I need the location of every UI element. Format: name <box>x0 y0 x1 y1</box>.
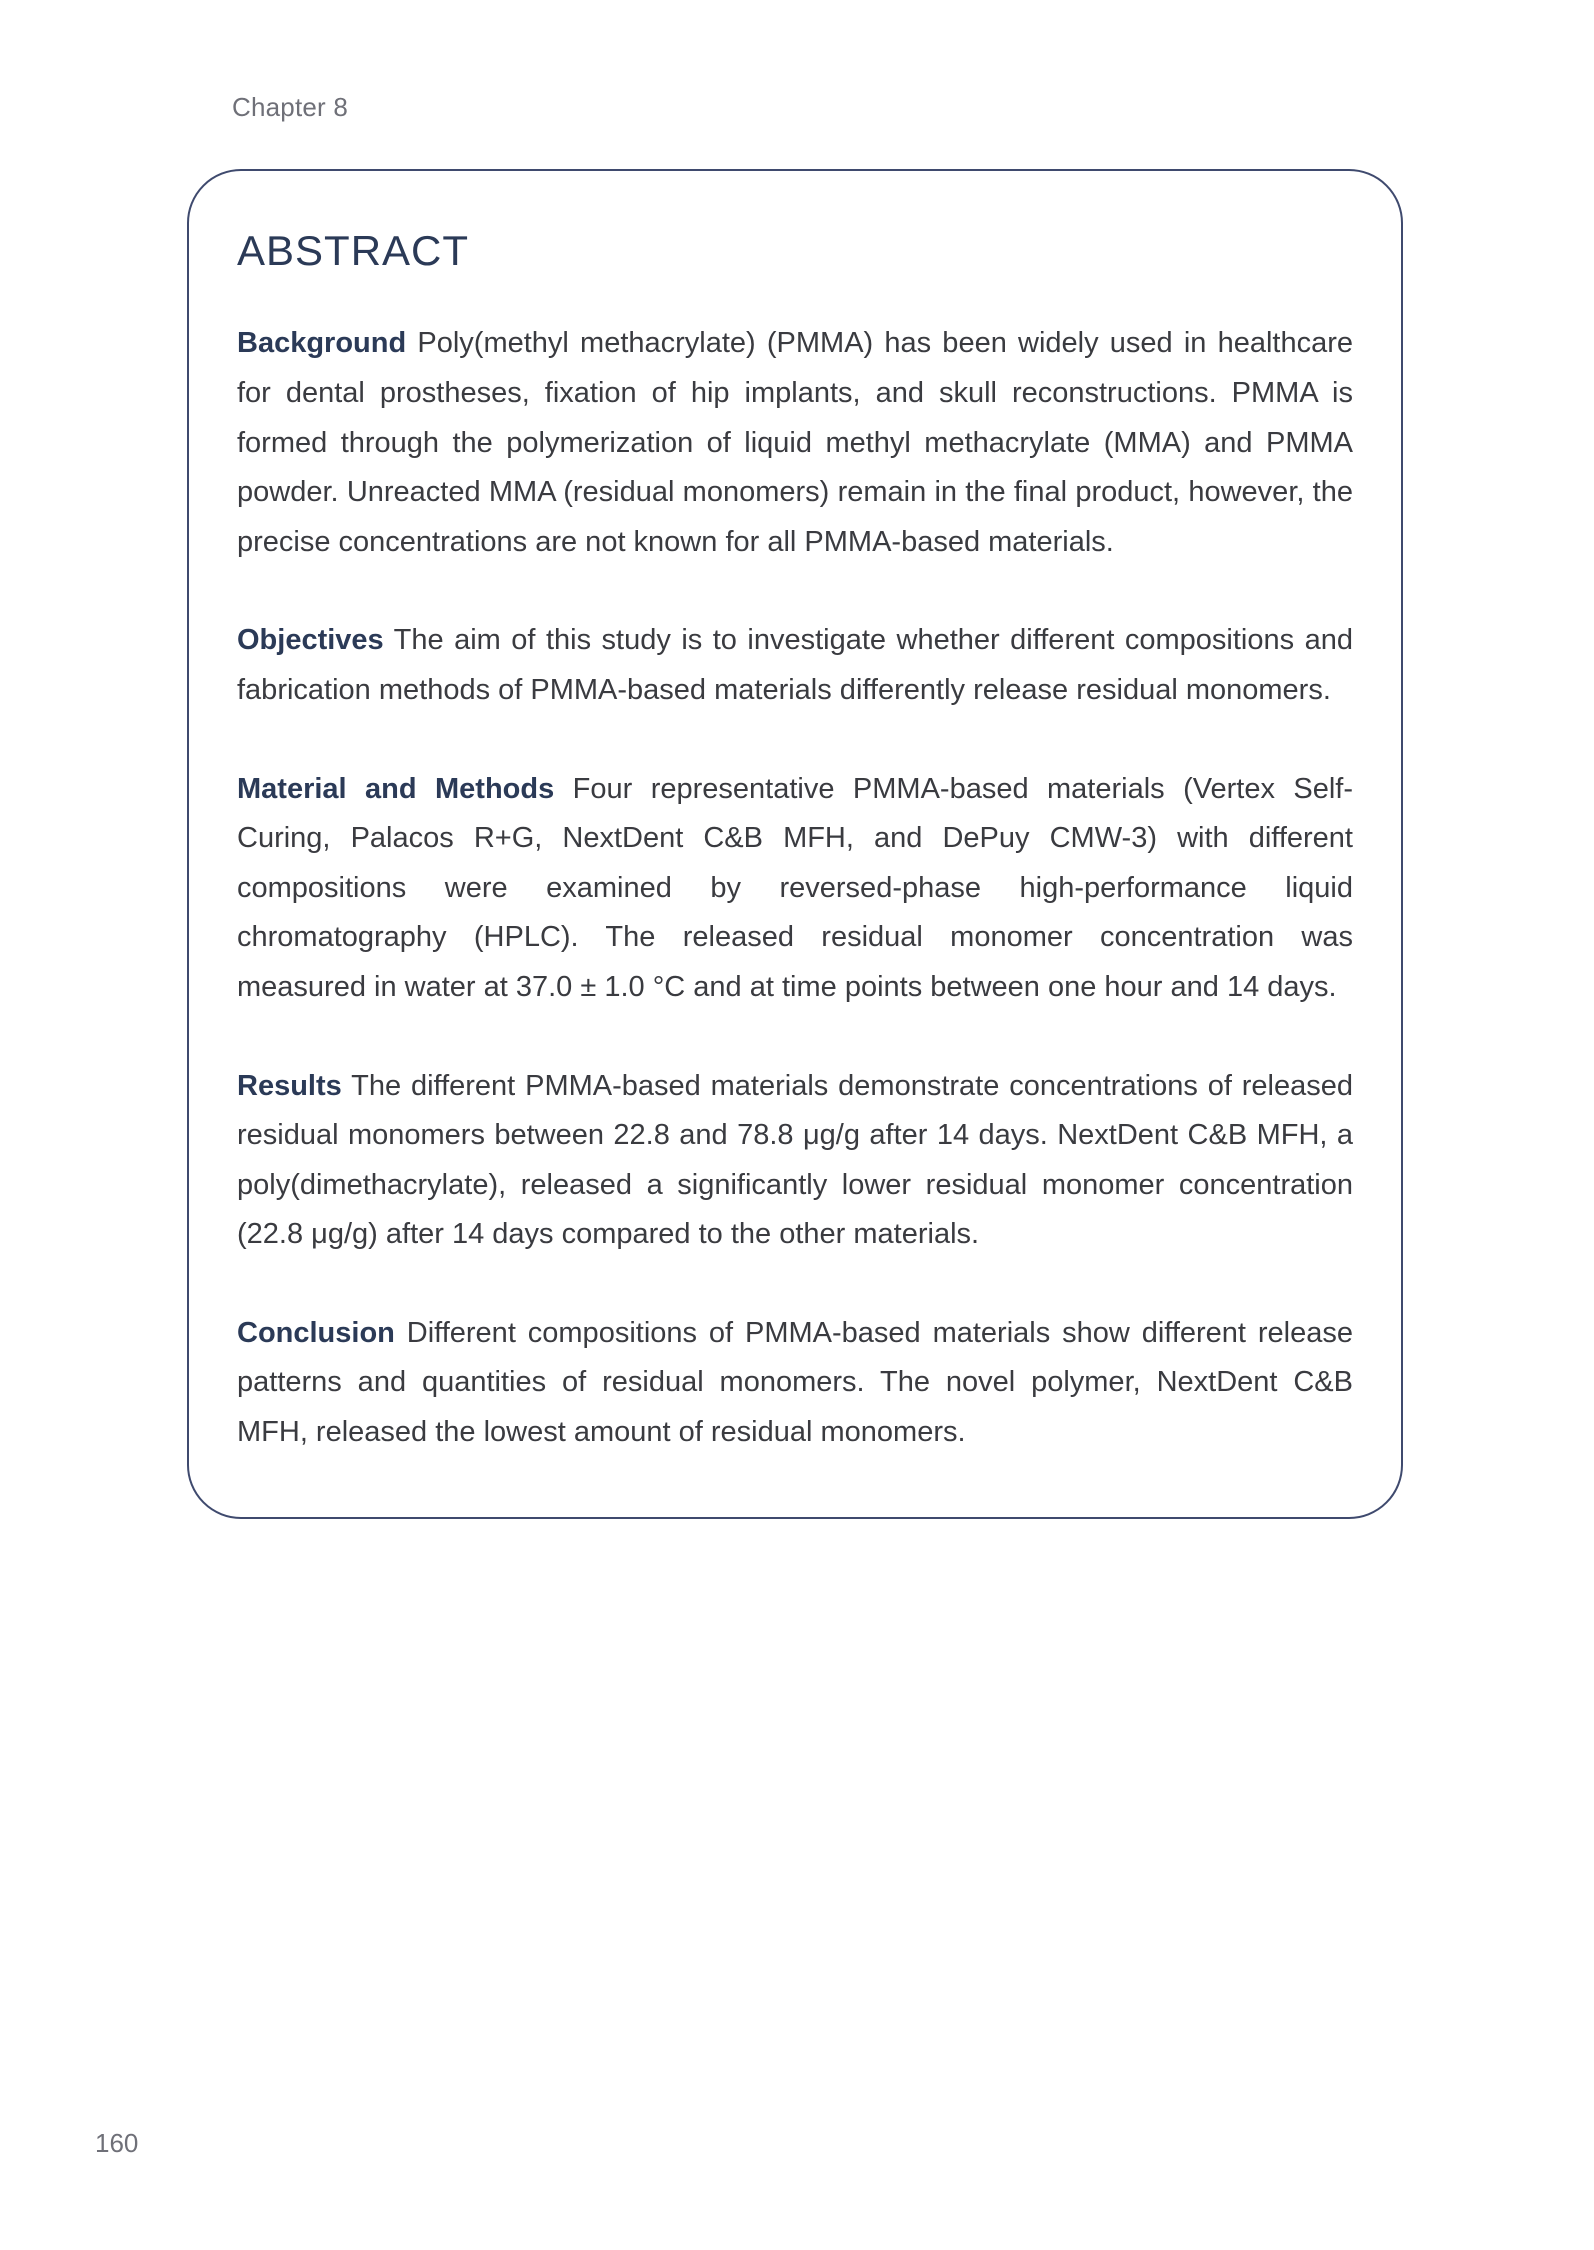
section-text: The different PMMA-based materials demonstrate concentrations of released residual monomers between 22.8 and 78.8 μg/g after 14 days. NextDent C&B MFH, a poly(dimethacrylate), released a significantly lower residual monomer concentration (22.8 μg/g) after 14 days compared to the other materials. <box>237 1069 1353 1251</box>
section-heading: Material and Methods <box>237 772 555 805</box>
abstract-sections <box>237 319 1353 1457</box>
section-heading: Results <box>237 1069 342 1102</box>
section-text: Four representative PMMA-based materials (Vertex Self-Curing, Palacos R+G, NextDent C&B MFH, and DePuy CMW-3) with different compositions were examined by reversed-phase high-performance liquid chromatography (HPLC). The released residual monomer concentration was measured in water at 37.0 ± 1.0 °C and at time points between one hour and 14 days. <box>237 772 1354 1003</box>
running-header-chapter: Chapter 8 <box>232 92 348 122</box>
section-methods <box>237 765 1353 1013</box>
page-number: 160 <box>95 2128 139 2158</box>
section-heading: Background <box>237 327 407 360</box>
abstract-box <box>187 169 1403 1519</box>
section-heading: Conclusion <box>237 1316 395 1349</box>
section-results <box>237 1062 1353 1260</box>
section-objectives <box>237 616 1353 715</box>
section-text: The aim of this study is to investigate whether different compositions and fabrication methods of PMMA-based materials differently release residual monomers. <box>237 624 1353 706</box>
section-text: Different compositions of PMMA-based materials show different release patterns and quantities of residual monomers. The novel polymer, NextDent C&B MFH, released the lowest amount of residual monomers. <box>237 1316 1353 1449</box>
abstract-title: ABSTRACT <box>237 227 470 274</box>
section-conclusion <box>237 1309 1353 1458</box>
section-background <box>237 319 1353 567</box>
section-text: Poly(methyl methacrylate) (PMMA) has been widely used in healthcare for dental prostheses, fixation of hip implants, and skull reconstructions. PMMA is formed through the polymerization of liquid methyl methacrylate (MMA) and PMMA powder. Unreacted MMA (residual monomers) remain in the final product, however, the precise concentrations are not known for all PMMA-based materials. <box>237 327 1354 558</box>
section-heading: Objectives <box>237 624 384 657</box>
